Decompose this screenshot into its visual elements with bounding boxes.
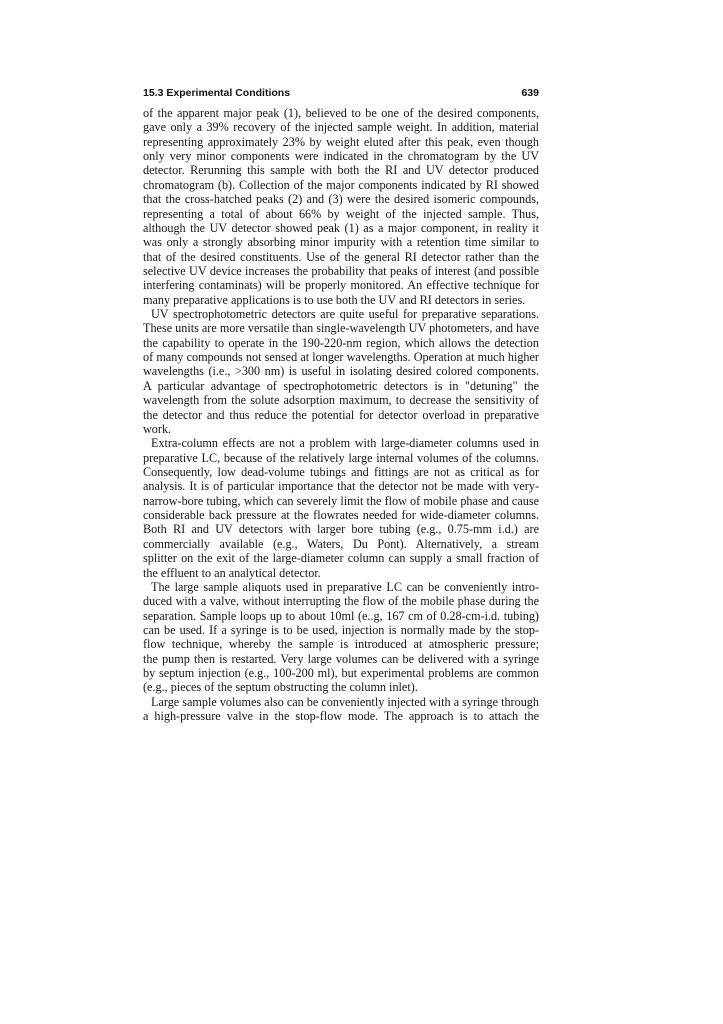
text-line: Extra-column effects are not a problem with large-diameter columns used in — [151, 436, 539, 451]
text-line: that the cross-hatched peaks (2) and (3) were the desired isomeric compounds, — [143, 192, 539, 207]
text-line: commercially available (e.g., Waters, Du Pont). Alternatively, a stream — [143, 536, 539, 551]
text-line: gave only a 39% recovery of the injected sample weight. In addition, material — [143, 120, 539, 135]
text-line: of many compounds not sensed at longer wavelengths. Operation at much higher — [143, 350, 539, 365]
text-line: selective UV device increases the probability that peaks of interest (and possible — [143, 263, 539, 278]
text-line: flow technique, whereby the sample is introduced at atmospheric pressure; — [143, 637, 539, 652]
text-line: of the apparent major peak (1), believed to be one of the desired components, — [143, 106, 539, 120]
text-line: work. — [143, 421, 172, 436]
text-line: The large sample aliquots used in preparative LC can be conveniently intro- — [151, 579, 539, 594]
paragraph — [143, 580, 539, 695]
text-line: a high-pressure valve in the stop-flow mode. The approach is to attach the — [143, 709, 539, 724]
document-page — [143, 86, 539, 723]
text-line: although the UV detector showed peak (1) as a major component, in reality it — [143, 220, 539, 235]
body-text — [143, 106, 539, 723]
text-line: Both RI and UV detectors with larger bore tubing (e.g., 0.75-mm i.d.) are — [143, 522, 539, 537]
section-title: 15.3 Experimental Conditions — [143, 87, 291, 99]
page-number: 639 — [521, 87, 539, 99]
text-line: the detector and thus reduce the potential for detector overload in preparative — [143, 407, 539, 422]
text-line: duced with a valve, without interrupting the flow of the mobile phase during the — [143, 594, 539, 609]
text-line: Consequently, low dead-volume tubings and fittings are not as critical as for — [143, 464, 539, 479]
paragraph — [143, 436, 539, 580]
text-line: the capability to operate in the 190-220-nm region, which allows the detection — [143, 335, 539, 350]
text-line: These units are more versatile than single-wavelength UV photometers, and have — [143, 321, 540, 336]
text-line: many preparative applications is to use both the UV and RI detectors in series. — [143, 292, 526, 307]
text-line: by septum injection (e.g., 100-200 ml), but experimental problems are common — [143, 666, 539, 681]
text-line: (e.g., pieces of the septum obstructing the column inlet). — [143, 680, 418, 695]
text-line: detector. Rerunning this sample with both the RI and UV detector produced — [143, 163, 539, 178]
text-line: A particular advantage of spectrophotometric detectors is in "detuning" the — [143, 378, 539, 393]
text-line: UV spectrophotometric detectors are quite useful for preparative separations. — [151, 307, 539, 322]
text-line: wavelength from the solute adsorption maximum, to decrease the sensitivity of — [143, 393, 539, 408]
text-line: was only a strongly absorbing minor impurity with a retention time similar to — [143, 235, 539, 250]
text-line: chromatogram (b). Collection of the major components indicated by RI showed — [143, 177, 539, 192]
text-line: the effluent to an analytical detector. — [143, 565, 321, 580]
text-line: preparative LC, because of the relatively large internal volumes of the columns. — [143, 450, 539, 465]
paragraph — [143, 695, 539, 724]
text-line: can be used. If a syringe is to be used, injection is normally made by the stop- — [143, 622, 539, 637]
text-line: interfering contaminats) will be properly monitored. An effective technique for — [143, 278, 539, 293]
paragraph — [143, 106, 539, 307]
text-line: the pump then is restarted. Very large volumes can be delivered with a syringe — [143, 651, 539, 666]
text-line: separation. Sample loops up to about 10ml (e..g, 167 cm of 0.28-cm-i.d. tubing) — [143, 608, 539, 623]
text-line: considerable back pressure at the flowrates needed for wide-diameter columns. — [143, 508, 539, 523]
text-line: wavelengths (i.e., >300 nm) is useful in isolating desired colored components. — [143, 364, 539, 379]
text-line: that of the desired constituents. Use of the general RI detector rather than the — [143, 249, 539, 264]
text-line: narrow-bore tubing, which can severely limit the flow of mobile phase and cause — [143, 493, 539, 508]
text-line: only very minor components were indicated in the chromatogram by the UV — [143, 149, 539, 164]
text-line: representing a total of about 66% by weight of the injected sample. Thus, — [143, 206, 539, 221]
running-header — [143, 86, 539, 100]
text-line: splitter on the exit of the large-diameter column can supply a small fraction of — [143, 551, 539, 566]
text-line: Large sample volumes also can be conveniently injected with a syringe through — [151, 694, 539, 709]
text-line: analysis. It is of particular importance that the detector not be made with very- — [143, 479, 539, 494]
paragraph — [143, 307, 539, 436]
text-line: representing approximately 23% by weight eluted after this peak, even though — [143, 134, 539, 149]
